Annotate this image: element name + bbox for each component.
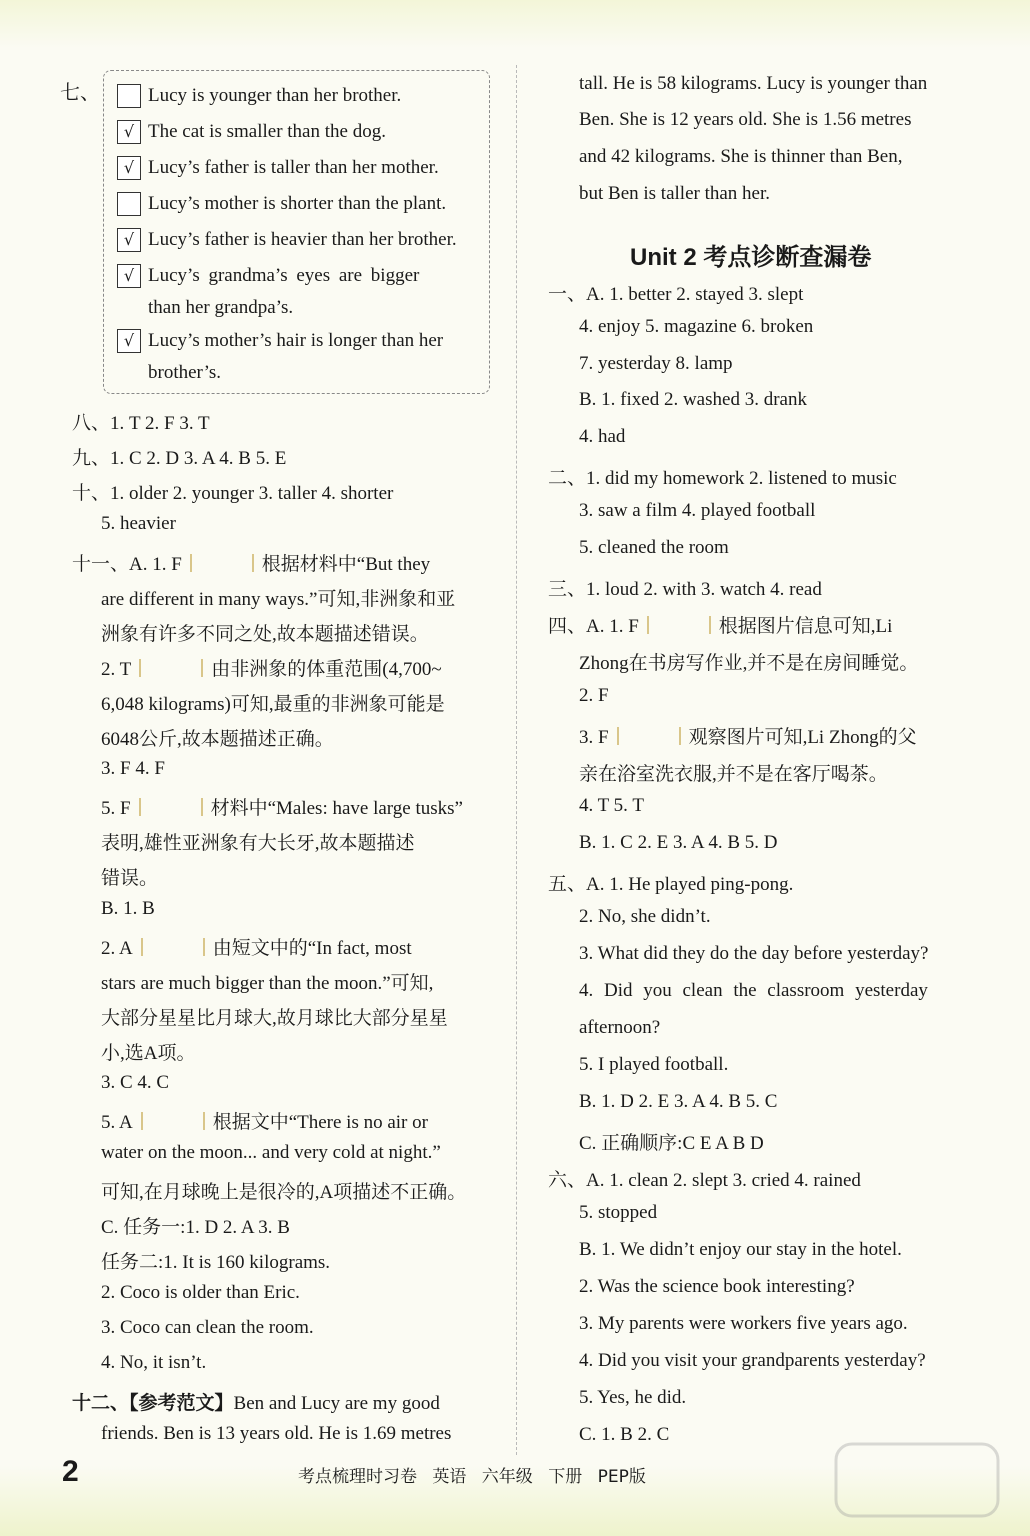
- analysis-tag: [139, 798, 203, 816]
- s5-line-1: 五、A. 1. He played ping-pong.: [548, 874, 794, 895]
- s4-line-1: 四、A. 1. F 根据图片信息可知,Li: [548, 616, 893, 637]
- essay-line-6: but Ben is taller than her.: [579, 183, 771, 204]
- q11-line-16: 3. C 4. C: [101, 1072, 170, 1093]
- s1-line-4: B. 1. fixed 2. washed 3. drank: [579, 389, 807, 410]
- q7-item-3: Lucy’s father is taller than her mother.: [148, 157, 439, 178]
- s6-line-5: 3. My parents were workers five years ago.: [579, 1313, 908, 1334]
- q7-item-5: Lucy’s father is heavier than her brother.: [148, 229, 457, 250]
- checkbox-1: [117, 84, 141, 108]
- q11-line-17: 5. A 根据文中“There is no air or: [101, 1112, 428, 1133]
- s6-line-3: B. 1. We didn’t enjoy our stay in the hotel.: [579, 1239, 902, 1260]
- q10-answers: 十、1. older 2. younger 3. taller 4. shorter: [72, 483, 394, 504]
- analysis-tag: [190, 554, 254, 572]
- q11-line-1: 十一、A. 1. F 根据材料中“But they: [72, 554, 431, 575]
- essay-line-3: tall. He is 58 kilograms. Lucy is younger than: [579, 73, 928, 94]
- s4-line-2: Zhong在书房写作业,并不是在房间睡觉。: [579, 653, 919, 674]
- q9-answers: 九、1. C 2. D 3. A 4. B 5. E: [72, 448, 287, 469]
- s6-line-7: 5. Yes, he did.: [579, 1387, 687, 1408]
- s4-line-7: B. 1. C 2. E 3. A 4. B 5. D: [579, 832, 778, 853]
- essay-line-4: Ben. She is 12 years old. She is 1.56 metres: [579, 109, 912, 130]
- s4-line-4: 3. F 观察图片可知,Li Zhong的父: [579, 727, 917, 748]
- q8-answers: 八、1. T 2. F 3. T: [72, 413, 210, 434]
- q11-line-8: 5. F 材料中“Males: have large tusks”: [101, 798, 463, 819]
- s1-line-2: 4. enjoy 5. magazine 6. broken: [579, 316, 814, 337]
- q7-item-1: Lucy is younger than her brother.: [148, 85, 402, 106]
- page-number: 2: [62, 1455, 79, 1488]
- analysis-tag: [617, 727, 681, 745]
- s5-line-8: C. 正确顺序:C E A B D: [579, 1133, 764, 1154]
- q11-line-13: stars are much bigger than the moon.”可知,: [101, 973, 434, 994]
- checkbox-4: [117, 192, 141, 216]
- checkbox-5: √: [117, 228, 141, 252]
- q7-item-7: Lucy’s mother’s hair is longer than her: [148, 330, 444, 351]
- q11-line-15: 小,选A项。: [101, 1043, 196, 1064]
- q11-line-6: 6048公斤,故本题描述正确。: [101, 729, 334, 750]
- footer-title: 考点梳理时习卷 英语 六年级 下册 PEP版: [298, 1467, 646, 1487]
- q11-line-23: 3. Coco can clean the room.: [101, 1317, 314, 1338]
- checkbox-3: √: [117, 156, 141, 180]
- s5-line-4: 4. Did you clean the classroom yesterday: [579, 980, 928, 1001]
- s6-line-2: 5. stopped: [579, 1202, 658, 1223]
- q10-answers-cont: 5. heavier: [101, 513, 176, 534]
- checkbox-2: √: [117, 120, 141, 144]
- unit-title: Unit 2 考点诊断查漏卷: [630, 244, 872, 271]
- q11-line-7: 3. F 4. F: [101, 758, 165, 779]
- q12-line-2: friends. Ben is 13 years old. He is 1.69 metres: [101, 1423, 452, 1444]
- q11-line-2: are different in many ways.”可知,非洲象和亚: [101, 589, 456, 610]
- essay-line-5: and 42 kilograms. She is thinner than Ben,: [579, 146, 903, 167]
- s1-line-5: 4. had: [579, 426, 626, 447]
- q11-line-22: 2. Coco is older than Eric.: [101, 1282, 300, 1303]
- s2-line-3: 5. cleaned the room: [579, 537, 729, 558]
- s5-line-3: 3. What did they do the day before yesterday?: [579, 943, 929, 964]
- analysis-tag: [647, 616, 711, 634]
- checkbox-7: √: [117, 329, 141, 353]
- analysis-tag: [141, 938, 205, 956]
- q11-line-20: C. 任务一:1. D 2. A 3. B: [101, 1217, 290, 1238]
- q7-item-4: Lucy’s mother is shorter than the plant.: [148, 193, 447, 214]
- q7-item-6-cont: than her grandpa’s.: [148, 297, 294, 318]
- q11-line-5: 6,048 kilograms)可知,最重的非洲象可能是: [101, 694, 445, 715]
- s2-line-1: 二、1. did my homework 2. listened to music: [548, 468, 897, 489]
- q11-line-4: 2. T 由非洲象的体重范围(4,700~: [101, 659, 442, 680]
- q11-line-18: water on the moon... and very cold at night.”: [101, 1142, 441, 1163]
- s5-line-5: afternoon?: [579, 1017, 661, 1038]
- s3-line-1: 三、1. loud 2. with 3. watch 4. read: [548, 579, 822, 600]
- q11-line-9: 表明,雄性亚洲象有大长牙,故本题描述: [101, 833, 415, 854]
- s1-line-1: 一、A. 1. better 2. stayed 3. slept: [548, 284, 804, 305]
- analysis-tag: [139, 659, 203, 677]
- s5-line-6: 5. I played football.: [579, 1054, 729, 1075]
- s5-line-2: 2. No, she didn’t.: [579, 906, 711, 927]
- s5-line-7: B. 1. D 2. E 3. A 4. B 5. C: [579, 1091, 778, 1112]
- watermark-icon: [832, 1440, 1002, 1520]
- q11-line-3: 洲象有许多不同之处,故本题描述错误。: [101, 624, 429, 645]
- q11-line-14: 大部分星星比月球大,故月球比大部分星星: [101, 1008, 448, 1029]
- q7-item-6: Lucy’s grandma’s eyes are bigger: [148, 265, 420, 286]
- q12-line-1: 十二、【参考范文】Ben and Lucy are my good: [72, 1393, 440, 1414]
- column-divider: [516, 65, 517, 1455]
- top-decoration: [0, 0, 1030, 48]
- s6-line-6: 4. Did you visit your grandparents yesterday?: [579, 1350, 926, 1371]
- analysis-tag: [141, 1112, 205, 1130]
- q11-line-19: 可知,在月球晚上是很冷的,A项描述不正确。: [101, 1182, 467, 1203]
- q7-item-7-cont: brother’s.: [148, 362, 221, 383]
- checkbox-6: √: [117, 264, 141, 288]
- q11-line-12: 2. A 由短文中的“In fact, most: [101, 938, 412, 959]
- q7-item-2: The cat is smaller than the dog.: [148, 121, 386, 142]
- s6-line-4: 2. Was the science book interesting?: [579, 1276, 855, 1297]
- q11-line-24: 4. No, it isn’t.: [101, 1352, 207, 1373]
- s6-line-8: C. 1. B 2. C: [579, 1424, 670, 1445]
- q11-line-11: B. 1. B: [101, 898, 155, 919]
- s2-line-2: 3. saw a film 4. played football: [579, 500, 816, 521]
- watermark-logo: [832, 1440, 1002, 1520]
- q7-label: 七、: [60, 80, 100, 104]
- q11-line-21: 任务二:1. It is 160 kilograms.: [101, 1252, 331, 1273]
- s4-line-3: 2. F: [579, 685, 609, 706]
- s4-line-6: 4. T 5. T: [579, 795, 644, 816]
- s4-line-5: 亲在浴室洗衣服,并不是在客厅喝茶。: [579, 764, 888, 785]
- q11-line-10: 错误。: [101, 868, 159, 889]
- s1-line-3: 7. yesterday 8. lamp: [579, 353, 733, 374]
- s6-line-1: 六、A. 1. clean 2. slept 3. cried 4. rained: [548, 1170, 861, 1191]
